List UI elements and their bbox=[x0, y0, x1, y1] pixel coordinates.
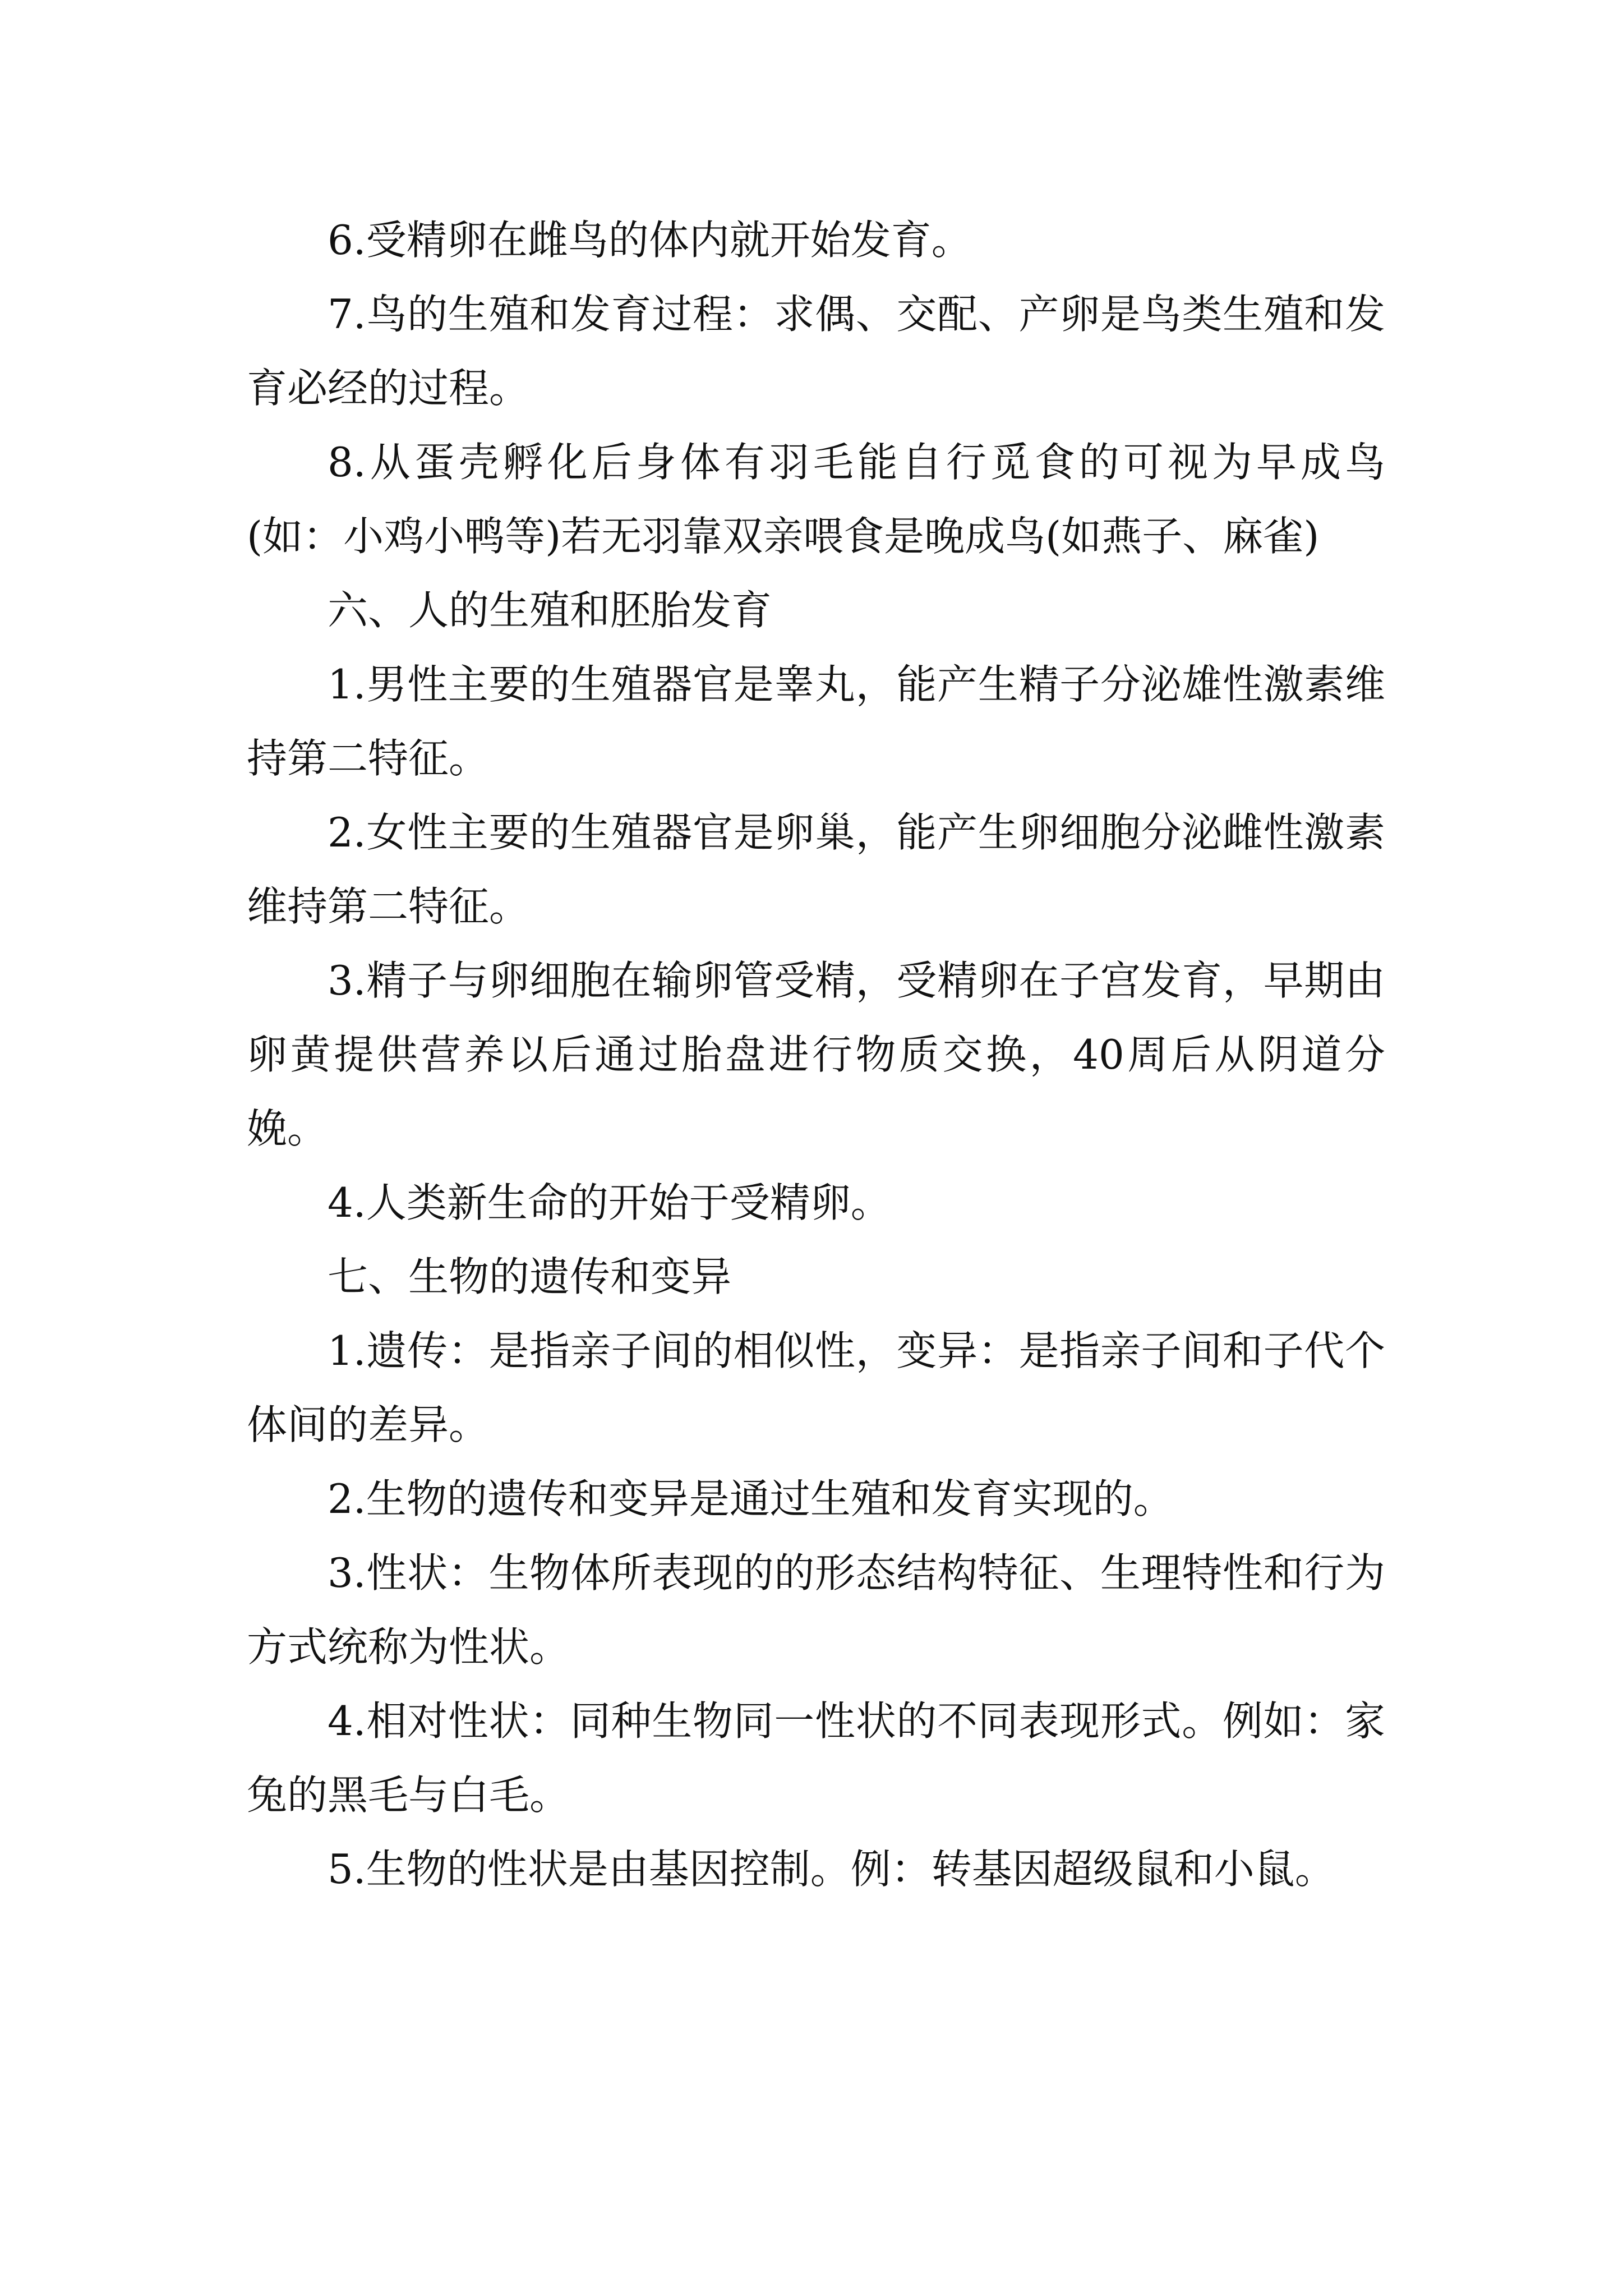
paragraph-3-traits: 3.性状：生物体所表现的的形态结构特征、生理特性和行为方式统称为性状。 bbox=[247, 1549, 1385, 1671]
paragraph-4-new-life: 4.人类新生命的开始于受精卵。 bbox=[328, 1179, 891, 1226]
section-heading-human-reproduction: 六、人的生殖和胚胎发育 bbox=[328, 587, 772, 634]
document-body bbox=[247, 203, 1385, 1906]
paragraph-8-precocial-altricial: 8.从蛋壳孵化后身体有羽毛能自行觅食的可视为早成鸟(如：小鸡小鸭等)若无羽靠双亲喂食是晚成鸟(如燕子、麻雀) bbox=[247, 439, 1385, 560]
paragraph-5-gene-control: 5.生物的性状是由基因控制。例：转基因超级鼠和小鼠。 bbox=[328, 1846, 1335, 1893]
paragraph-1-male-organs: 1.男性主要的生殖器官是睾丸，能产生精子分泌雄性激素维持第二特征。 bbox=[247, 661, 1385, 782]
paragraph-2-heredity-via-reproduction: 2.生物的遗传和变异是通过生殖和发育实现的。 bbox=[328, 1475, 1174, 1522]
paragraph-6-fertilized-egg: 6.受精卵在雌鸟的体内就开始发育。 bbox=[328, 217, 972, 264]
paragraph-7-bird-reproduction: 7.鸟的生殖和发育过程：求偶、交配、产卵是鸟类生殖和发育必经的过程。 bbox=[247, 291, 1385, 412]
section-heading-heredity-variation: 七、生物的遗传和变异 bbox=[328, 1253, 732, 1300]
paragraph-2-female-organs: 2.女性主要的生殖器官是卵巢，能产生卵细胞分泌雌性激素维持第二特征。 bbox=[247, 809, 1385, 930]
paragraph-3-fertilization: 3.精子与卵细胞在输卵管受精，受精卵在子宫发育，早期由卵黄提供营养以后通过胎盘进行物质交换，40周后从阴道分娩。 bbox=[247, 957, 1385, 1152]
paragraph-4-relative-traits: 4.相对性状：同种生物同一性状的不同表现形式。例如：家兔的黑毛与白毛。 bbox=[247, 1697, 1385, 1819]
paragraph-1-heredity-definition: 1.遗传：是指亲子间的相似性，变异：是指亲子间和子代个体间的差异。 bbox=[247, 1327, 1385, 1448]
